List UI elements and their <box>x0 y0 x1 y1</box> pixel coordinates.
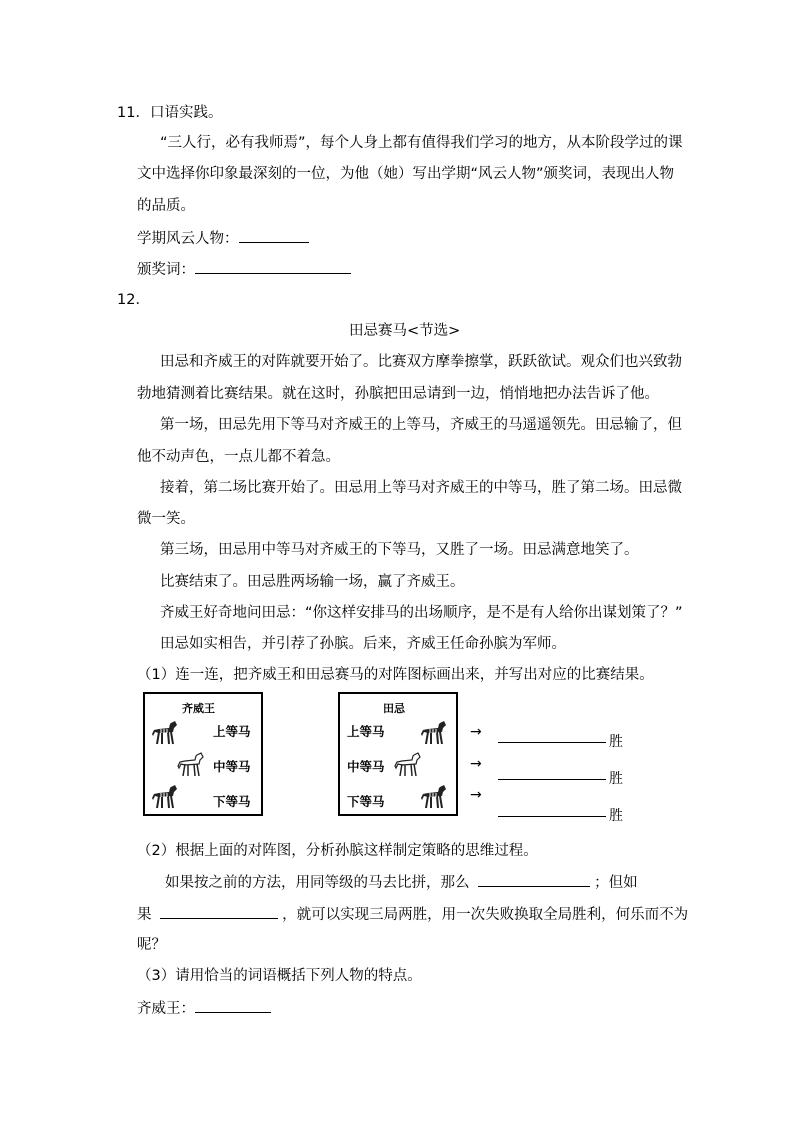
sub2-text-a: 如果按之前的方法，用同等级的马去比拼，那么 <box>165 875 470 891</box>
story-line: 田忌和齐威王的对阵就要开始了。比赛双方摩拳擦掌，跃跃欲试。观众们也兴致勃 <box>160 354 682 370</box>
award-blank[interactable] <box>195 259 351 274</box>
arrow-icon: → <box>470 787 482 803</box>
story-line: 微一笑。 <box>137 511 195 527</box>
story-line: 第三场，田忌用中等马对齐威王的下等马，又胜了一场。田忌满意地笑了。 <box>160 542 639 558</box>
result-blank-3[interactable] <box>498 816 606 817</box>
king-top-horse-label: 上等马 <box>213 724 251 739</box>
sub2-line3: 呢？ <box>137 937 166 953</box>
zebra-horse-icon <box>151 720 179 746</box>
sub3-label: 齐威王： <box>137 1001 195 1017</box>
tianji-horses-box <box>338 692 458 816</box>
sub2-line2 <box>137 904 688 925</box>
zebra-horse-icon <box>420 784 448 810</box>
sub3-field <box>137 998 271 1019</box>
sub2-blank-2[interactable] <box>160 904 278 919</box>
story-line: 齐威王好奇地问田忌：“你这样安排马的出场顺序，是不是有人给你出谋划策了？” <box>160 605 683 621</box>
sub2-text-c: 果 <box>137 907 152 923</box>
result-win-3: 胜 <box>609 808 623 824</box>
people-label: 学期风云人物： <box>137 231 239 247</box>
story-line: 接着，第二场比赛开始了。田忌用上等马对齐威王的中等马，胜了第二场。田忌微 <box>160 480 682 496</box>
tianji-bottom-horse-label: 下等马 <box>347 794 385 809</box>
king-box-title: 齐威王 <box>182 702 215 715</box>
story-line: 他不动声色，一点儿都不着急。 <box>137 449 340 465</box>
people-blank[interactable] <box>239 228 309 243</box>
award-label: 颁奖词： <box>137 262 195 278</box>
sub-question-3: （3）请用恰当的词语概括下列人物的特点。 <box>137 968 422 984</box>
story-line: 田忌如实相告，并引荐了孙膑。后来，齐威王任命孙膑为军师。 <box>160 636 566 652</box>
result-blank-2[interactable] <box>498 779 606 780</box>
arrow-icon: → <box>470 724 482 740</box>
story-line: 比赛结束了。田忌胜两场输一场，赢了齐威王。 <box>160 574 465 590</box>
result-win-1: 胜 <box>609 734 623 750</box>
sub-question-1: （1）连一连，把齐威王和田忌赛马的对阵图标画出来，并写出对应的比赛结果。 <box>137 667 654 683</box>
q11-number: 11．口语实践。 <box>117 105 223 121</box>
plain-horse-icon <box>394 752 422 778</box>
king-horses-box <box>143 692 263 816</box>
king-middle-horse-label: 中等马 <box>213 759 251 774</box>
zebra-horse-icon <box>420 720 448 746</box>
sub-question-2: （2）根据上面的对阵图，分析孙膑这样制定策略的思维过程。 <box>137 843 538 859</box>
q11-paragraph-line1: “三人行，必有我师焉”，每个人身上都有值得我们学习的地方，从本阶段学过的课 <box>160 135 683 151</box>
sub3-blank[interactable] <box>195 998 271 1013</box>
arrow-icon: → <box>470 756 482 772</box>
tianji-top-horse-label: 上等马 <box>347 724 385 739</box>
plain-horse-icon <box>177 752 205 778</box>
story-line: 第一场，田忌先用下等马对齐威王的上等马，齐威王的马遥遥领先。田忌输了，但 <box>160 417 682 433</box>
sub2-blank-1[interactable] <box>478 872 590 887</box>
result-blank-1[interactable] <box>498 742 606 743</box>
sub2-text-d: ，就可以实现三局两胜，用一次失败换取全局胜利，何乐而不为 <box>282 907 689 923</box>
q12-number: 12． <box>117 292 150 308</box>
king-bottom-horse-label: 下等马 <box>213 794 251 809</box>
story-line: 勃地猜测着比赛结果。就在这时，孙膑把田忌请到一边，悄悄地把办法告诉了他。 <box>137 386 659 402</box>
zebra-horse-icon <box>151 784 179 810</box>
sub2-text-b: ；但如 <box>594 875 638 891</box>
result-win-2: 胜 <box>609 771 623 787</box>
sub2-line1 <box>165 872 638 893</box>
q11-field-people <box>137 228 309 249</box>
story-title: 田忌赛马<节选> <box>349 323 461 339</box>
tianji-box-title: 田忌 <box>383 702 405 715</box>
q11-paragraph-line2: 文中选择你印象最深刻的一位，为他（她）写出学期“风云人物”颁奖词，表现出人物 <box>137 166 675 182</box>
q11-field-award <box>137 259 351 280</box>
q11-paragraph-line3: 的品质。 <box>137 198 195 214</box>
tianji-middle-horse-label: 中等马 <box>347 759 385 774</box>
